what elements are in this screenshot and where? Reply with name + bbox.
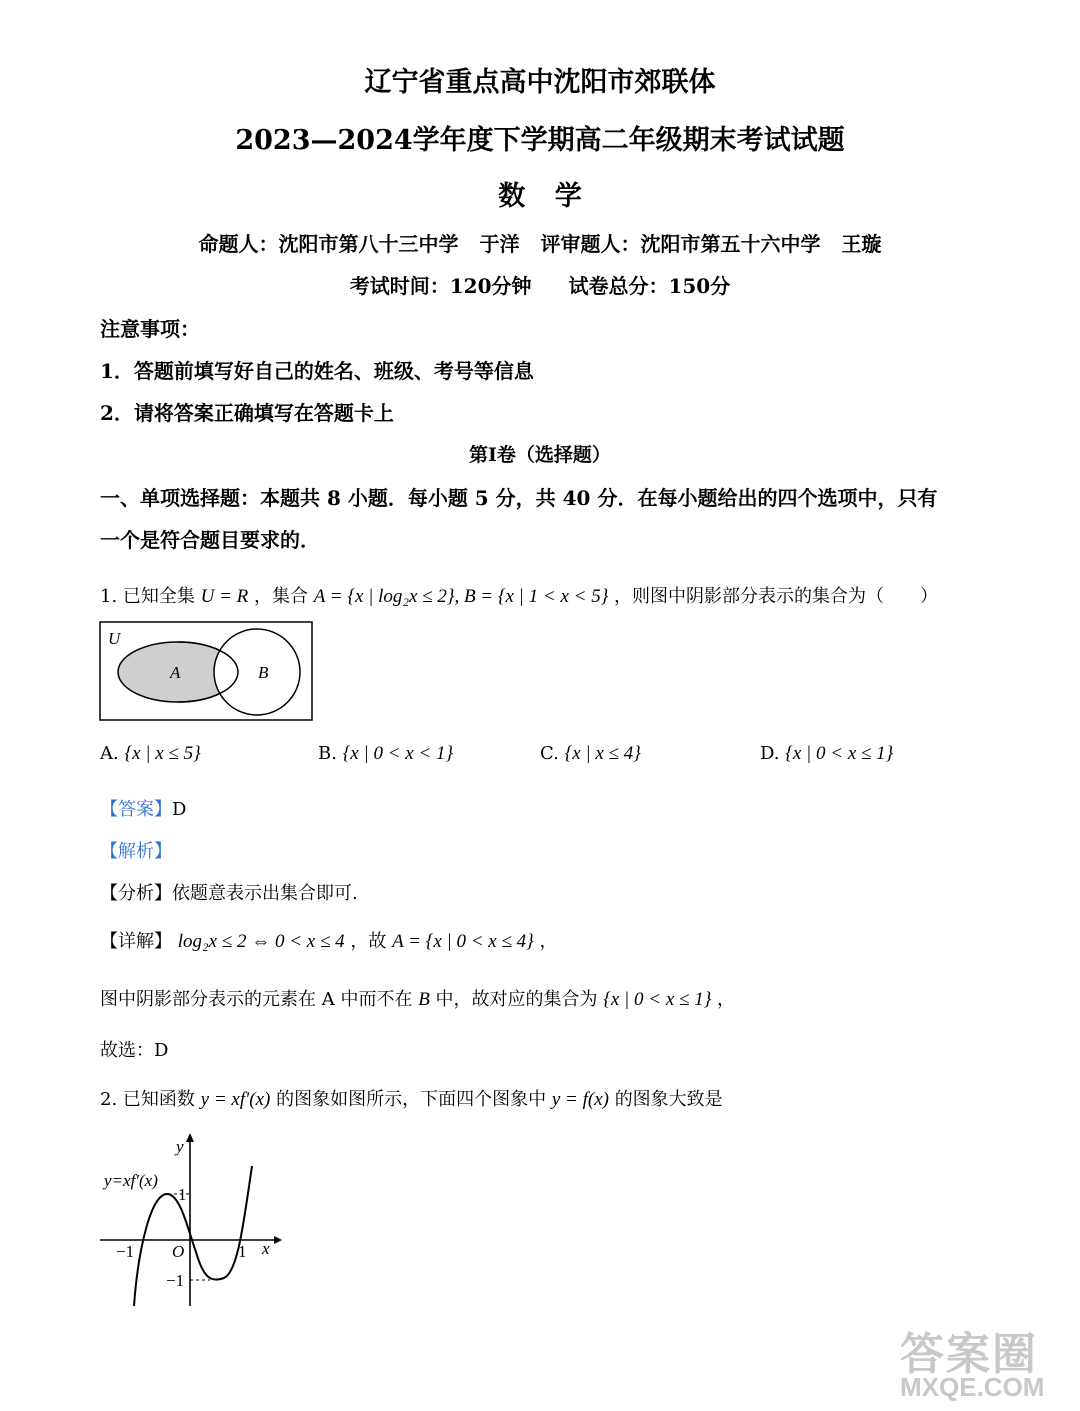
part-title: 第Ⅰ卷（选择题） bbox=[469, 444, 611, 466]
title-line-1: 辽宁省重点高中沈阳市郊联体 bbox=[364, 67, 716, 98]
exam-info: 考试时间：120分钟 试卷总分：150分 bbox=[349, 274, 731, 298]
title-line-2: 2023—2024学年度下学期高二年级期末考试试题 bbox=[235, 125, 845, 156]
tick-label-x-1: 1 bbox=[238, 1242, 247, 1261]
q1-fenxi bbox=[100, 879, 358, 905]
q1-option-c bbox=[540, 743, 641, 765]
explain-set-b: B bbox=[418, 989, 430, 1010]
q1-stem-suffix: ，则图中阴影部分表示的集合为（ ） bbox=[614, 586, 939, 607]
option-text: {x | 0 < x < 1} bbox=[342, 743, 454, 764]
note-item-1: 1．答题前填写好自己的姓名、班级、考号等信息 bbox=[100, 359, 534, 383]
tick-label-y-1: 1 bbox=[178, 1185, 187, 1204]
explain-end: ， bbox=[717, 989, 736, 1010]
detail-math: log₂x ≤ 2 ⇔ 0 < x ≤ 4 bbox=[177, 931, 345, 952]
q1-answer bbox=[100, 795, 186, 821]
q1-analysis-label: 【解析】 bbox=[100, 841, 172, 862]
q1-option-b bbox=[318, 743, 453, 765]
q1-stem-prefix: 1. 已知全集 bbox=[100, 586, 195, 607]
q1-option-a bbox=[100, 743, 201, 765]
q2-stem-suffix: 的图象大致是 bbox=[614, 1089, 723, 1110]
y-axis-label: y bbox=[176, 1137, 184, 1156]
watermark-logo: 答案圈 bbox=[900, 1330, 1038, 1379]
option-letter: D. bbox=[760, 743, 780, 764]
authors-line: 命题人：沈阳市第八十三中学 于洋 评审题人：沈阳市第五十六中学 王璇 bbox=[198, 232, 882, 256]
q2-stem-mid: 的图象如图所示，下面四个图象中 bbox=[276, 1089, 547, 1110]
q2-graph bbox=[96, 1130, 286, 1312]
option-letter: A. bbox=[100, 743, 119, 764]
explain-text-2: 中，故对应的集合为 bbox=[435, 989, 598, 1010]
explain-set: {x | 0 < x ≤ 1} bbox=[603, 989, 712, 1010]
answer-label: 【答案】 bbox=[100, 799, 172, 820]
tick-label-x-neg1: −1 bbox=[116, 1242, 135, 1261]
q1-conclusion: 故选：D bbox=[100, 1040, 169, 1061]
subject-title: 数 学 bbox=[498, 181, 582, 212]
option-letter: C. bbox=[540, 743, 559, 764]
y-axis-arrow bbox=[186, 1133, 194, 1142]
option-text: {x | 0 < x ≤ 1} bbox=[785, 743, 894, 764]
x-axis-arrow bbox=[274, 1236, 282, 1244]
venn-label-b: B bbox=[258, 663, 269, 682]
option-letter: B. bbox=[318, 743, 337, 764]
q1-stem-mid: ，集合 bbox=[254, 586, 309, 607]
x-axis-label: x bbox=[262, 1239, 270, 1258]
q2-func-2: y = f(x) bbox=[551, 1089, 609, 1110]
fenxi-label: 【分析】 bbox=[100, 883, 172, 904]
curve-label: y=xf′(x) bbox=[104, 1171, 158, 1190]
q1-sets: A = {x | log₂x ≤ 2}, B = {x | 1 < x < 5} bbox=[313, 586, 609, 607]
q1-option-d bbox=[760, 743, 893, 765]
venn-diagram bbox=[98, 620, 316, 724]
note-item-2: 2．请将答案正确填写在答题卡上 bbox=[100, 401, 394, 425]
q2-func-1: y = xf′(x) bbox=[200, 1089, 271, 1110]
explain-text: 图中阴影部分表示的元素在 A 中而不在 bbox=[100, 989, 413, 1010]
fenxi-text: 依题意表示出集合即可. bbox=[172, 883, 358, 904]
instruction-line-1: 一、单项选择题：本题共 8 小题．每小题 5 分，共 40 分．在每小题给出的四个选项中，只有 bbox=[100, 486, 938, 510]
q1-stem bbox=[100, 582, 938, 608]
instruction-line-2: 一个是符合题目要求的． bbox=[100, 528, 320, 552]
q1-explain-line bbox=[100, 985, 735, 1011]
detail-mid: ，故 bbox=[350, 931, 387, 952]
venn-set-b bbox=[214, 629, 300, 715]
q2-stem bbox=[100, 1085, 723, 1111]
watermark-url: MXQE.COM bbox=[900, 1372, 1045, 1402]
notes-heading: 注意事项： bbox=[100, 317, 200, 341]
tick-label-y-neg1: −1 bbox=[166, 1271, 185, 1290]
option-text: {x | x ≤ 4} bbox=[564, 743, 641, 764]
venn-label-a: A bbox=[170, 663, 181, 682]
venn-label-u: U bbox=[108, 629, 121, 648]
q1-detail bbox=[100, 927, 558, 953]
detail-set: A = {x | 0 < x ≤ 4} bbox=[392, 931, 534, 952]
q2-stem-prefix: 2. 已知函数 bbox=[100, 1089, 195, 1110]
detail-end: ， bbox=[539, 931, 558, 952]
detail-label: 【详解】 bbox=[100, 931, 172, 952]
origin-label: O bbox=[172, 1242, 185, 1261]
option-text: {x | x ≤ 5} bbox=[124, 743, 201, 764]
q1-universal-set: U = R bbox=[200, 586, 249, 607]
answer-value: D bbox=[172, 799, 187, 820]
